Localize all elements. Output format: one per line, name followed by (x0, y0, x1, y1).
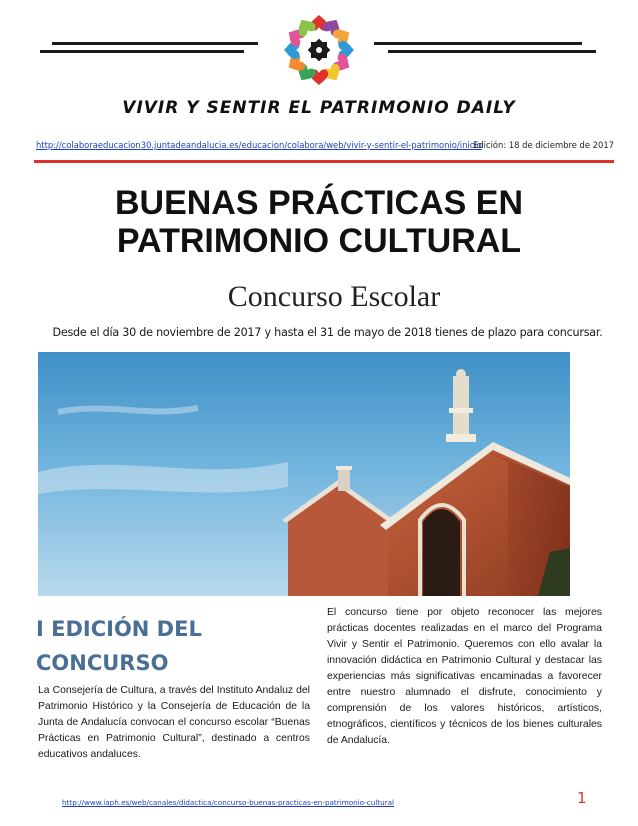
hearts-rosette-logo-icon (283, 14, 355, 86)
contest-info-link[interactable]: http://www.iaph.es/web/canales/didactica/concurso-buenas-practicas-en-patrimonio-cultural (62, 798, 395, 807)
page-number: 1 (577, 789, 587, 807)
section-heading (36, 612, 306, 680)
page-subtitle: Concurso Escolar (227, 280, 441, 313)
page-title-line1: BUENAS PRÁCTICAS EN (114, 184, 524, 222)
page-title-line2: PATRIMONIO CULTURAL (116, 222, 522, 260)
program-site-link[interactable]: http://colaboraeducacion30.juntadeandalucia.es/educacion/colabora/web/vivir-y-sentir-el-patrimonio/inicio (36, 140, 482, 150)
section-heading-line1: I EDICIÓN DEL (36, 617, 202, 641)
header-rule-right-bottom (388, 50, 596, 53)
deadline-text: Desde el día 30 de noviembre de 2017 y hasta el 31 de mayo de 2018 tienes de plazo para concursar. (52, 326, 603, 339)
header-rule-left-bottom (40, 50, 244, 53)
header-divider (34, 160, 614, 163)
header-rule-right-top (374, 42, 582, 45)
church-photo-icon (38, 352, 570, 596)
edition-date: Edición: 18 de diciembre de 2017 (473, 140, 614, 150)
page-title (30, 184, 608, 260)
intro-paragraph: La Consejería de Cultura, a través del Instituto Andaluz del Patrimonio Histórico y la Consejería de Educación de la Junta de Andalucía convocan el concurso escolar “Buenas Prácticas en Patrimonio Cultural”, destinado a centros educativos andaluces. (38, 685, 310, 760)
objective-paragraph: El concurso tiene por objeto reconocer las mejores prácticas docentes realizadas en el marco del Programa Vivir y Sentir el Patrimonio. Queremos con ello avalar la innovación didáctica en Patrimonio Cultural y destacar las experiencias más significativas encaminadas a favorecer entre nuestro alumnado el disfrute, conocimiento y comprensión de los valores históricos, artísticos, etnográficos, científicos y técnicos de los bienes culturales de Andalucía. (327, 607, 602, 746)
masthead-title: VIVIR Y SENTIR EL PATRIMONIO DAILY (122, 98, 516, 118)
section-heading-line2: CONCURSO (36, 651, 169, 675)
header-rule-left-top (52, 42, 258, 45)
